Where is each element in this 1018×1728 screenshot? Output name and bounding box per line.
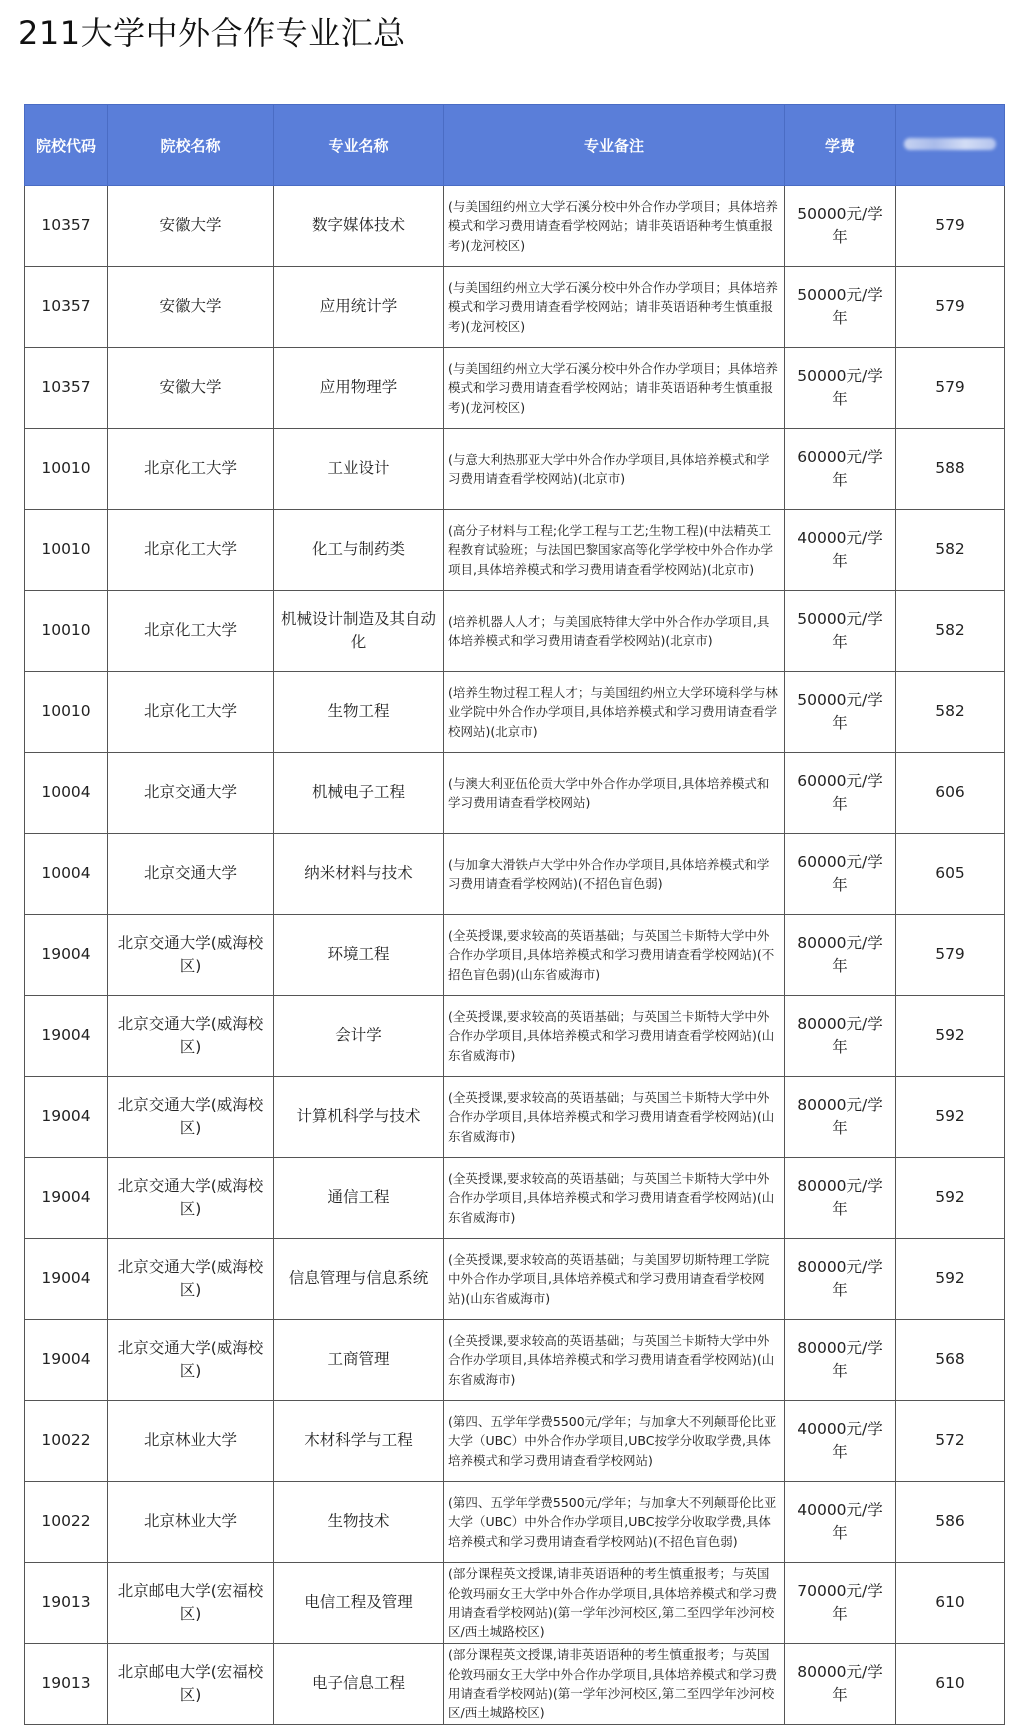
- major-name-cell: 生物工程: [274, 672, 444, 753]
- table-row: [25, 1563, 1005, 1644]
- table-row: [25, 510, 1005, 591]
- school-code-cell: 10022: [25, 1482, 108, 1563]
- major-name-cell: 木材科学与工程: [274, 1401, 444, 1482]
- table-row: [25, 996, 1005, 1077]
- table-row: [25, 915, 1005, 996]
- tuition-cell: 80000元/学年: [785, 1239, 896, 1320]
- page-title: 211大学中外合作专业汇总: [18, 14, 406, 52]
- tuition-cell: 60000元/学年: [785, 429, 896, 510]
- school-name-cell: 北京交通大学(威海校区): [108, 915, 274, 996]
- header-tuition: 学费: [785, 105, 896, 186]
- major-note-cell: (全英授课,要求较高的英语基础；与美国罗切斯特理工学院中外合作办学项目,具体培养模式和学习费用请查看学校网站)(山东省威海市): [444, 1239, 785, 1320]
- score-cell: 592: [896, 1077, 1005, 1158]
- table-row: [25, 1320, 1005, 1401]
- major-note-cell: (与美国纽约州立大学石溪分校中外合作办学项目；具体培养模式和学习费用请查看学校网站；请非英语语种考生慎重报考)(龙河校区): [444, 348, 785, 429]
- table-row: [25, 1158, 1005, 1239]
- school-name-cell: 北京林业大学: [108, 1482, 274, 1563]
- school-name-cell: 安徽大学: [108, 186, 274, 267]
- tuition-cell: 70000元/学年: [785, 1563, 896, 1644]
- major-name-cell: 环境工程: [274, 915, 444, 996]
- header-blurred: [896, 105, 1005, 186]
- table-row: [25, 186, 1005, 267]
- score-cell: 610: [896, 1644, 1005, 1725]
- tuition-cell: 80000元/学年: [785, 1158, 896, 1239]
- table-row: [25, 834, 1005, 915]
- score-cell: 582: [896, 672, 1005, 753]
- major-name-cell: 化工与制药类: [274, 510, 444, 591]
- major-name-cell: 应用物理学: [274, 348, 444, 429]
- table-header-row: [25, 105, 1005, 186]
- tuition-cell: 50000元/学年: [785, 672, 896, 753]
- score-cell: 605: [896, 834, 1005, 915]
- major-name-cell: 纳米材料与技术: [274, 834, 444, 915]
- tuition-cell: 40000元/学年: [785, 1401, 896, 1482]
- table-body: [25, 186, 1005, 1725]
- tuition-cell: 80000元/学年: [785, 1644, 896, 1725]
- major-note-cell: (部分课程英文授课,请非英语语种的考生慎重报考；与英国伦敦玛丽女王大学中外合作办学项目,具体培养模式和学习费用请查看学校网站)(第一学年沙河校区,第二至四学年沙河校区/西土城路校区): [444, 1563, 785, 1644]
- table-row: [25, 348, 1005, 429]
- school-code-cell: 19004: [25, 996, 108, 1077]
- major-name-cell: 电子信息工程: [274, 1644, 444, 1725]
- table-row: [25, 591, 1005, 672]
- school-name-cell: 北京交通大学(威海校区): [108, 1239, 274, 1320]
- table-row: [25, 1077, 1005, 1158]
- school-code-cell: 10010: [25, 672, 108, 753]
- header-major-note: 专业备注: [444, 105, 785, 186]
- school-code-cell: 10357: [25, 348, 108, 429]
- major-note-cell: (全英授课,要求较高的英语基础；与英国兰卡斯特大学中外合作办学项目,具体培养模式和学习费用请查看学校网站)(不招色盲色弱)(山东省威海市): [444, 915, 785, 996]
- header-school-name: 院校名称: [108, 105, 274, 186]
- tuition-cell: 50000元/学年: [785, 591, 896, 672]
- major-note-cell: (高分子材料与工程;化学工程与工艺;生物工程)(中法精英工程教育试验班；与法国巴黎国家高等化学学校中外合作办学项目,具体培养模式和学习费用请查看学校网站)(北京市): [444, 510, 785, 591]
- school-name-cell: 安徽大学: [108, 348, 274, 429]
- header-major-name: 专业名称: [274, 105, 444, 186]
- school-code-cell: 19004: [25, 1239, 108, 1320]
- school-name-cell: 北京交通大学(威海校区): [108, 1158, 274, 1239]
- tuition-cell: 80000元/学年: [785, 1077, 896, 1158]
- school-name-cell: 北京邮电大学(宏福校区): [108, 1644, 274, 1725]
- school-name-cell: 安徽大学: [108, 267, 274, 348]
- school-name-cell: 北京交通大学(威海校区): [108, 1320, 274, 1401]
- score-cell: 568: [896, 1320, 1005, 1401]
- school-code-cell: 19013: [25, 1563, 108, 1644]
- major-note-cell: (第四、五学年学费5500元/学年；与加拿大不列颠哥伦比亚大学（UBC）中外合作办学项目,UBC按学分收取学费,具体培养模式和学习费用请查看学校网站)(不招色盲色弱): [444, 1482, 785, 1563]
- school-name-cell: 北京交通大学(威海校区): [108, 996, 274, 1077]
- major-note-cell: (与澳大利亚伍伦贡大学中外合作办学项目,具体培养模式和学习费用请查看学校网站): [444, 753, 785, 834]
- school-name-cell: 北京化工大学: [108, 429, 274, 510]
- score-cell: 586: [896, 1482, 1005, 1563]
- school-code-cell: 10004: [25, 834, 108, 915]
- header-school-code: 院校代码: [25, 105, 108, 186]
- major-note-cell: (全英授课,要求较高的英语基础；与英国兰卡斯特大学中外合作办学项目,具体培养模式和学习费用请查看学校网站)(山东省威海市): [444, 1320, 785, 1401]
- tuition-cell: 50000元/学年: [785, 267, 896, 348]
- score-cell: 592: [896, 1158, 1005, 1239]
- school-code-cell: 10004: [25, 753, 108, 834]
- school-code-cell: 19004: [25, 1077, 108, 1158]
- school-name-cell: 北京交通大学(威海校区): [108, 1077, 274, 1158]
- major-name-cell: 数字媒体技术: [274, 186, 444, 267]
- school-code-cell: 19004: [25, 915, 108, 996]
- school-name-cell: 北京交通大学: [108, 834, 274, 915]
- table-row: [25, 1239, 1005, 1320]
- major-note-cell: (与美国纽约州立大学石溪分校中外合作办学项目；具体培养模式和学习费用请查看学校网站；请非英语语种考生慎重报考)(龙河校区): [444, 267, 785, 348]
- major-note-cell: (与美国纽约州立大学石溪分校中外合作办学项目；具体培养模式和学习费用请查看学校网站；请非英语语种考生慎重报考)(龙河校区): [444, 186, 785, 267]
- score-cell: 579: [896, 915, 1005, 996]
- blurred-text: [904, 138, 996, 150]
- score-cell: 572: [896, 1401, 1005, 1482]
- score-cell: 592: [896, 1239, 1005, 1320]
- school-code-cell: 19013: [25, 1644, 108, 1725]
- major-note-cell: (培养生物过程工程人才；与美国纽约州立大学环境科学与林业学院中外合作办学项目,具体培养模式和学习费用请查看学校网站)(北京市): [444, 672, 785, 753]
- major-name-cell: 会计学: [274, 996, 444, 1077]
- tuition-cell: 60000元/学年: [785, 834, 896, 915]
- table-row: [25, 1482, 1005, 1563]
- major-note-cell: (第四、五学年学费5500元/学年；与加拿大不列颠哥伦比亚大学（UBC）中外合作办学项目,UBC按学分收取学费,具体培养模式和学习费用请查看学校网站): [444, 1401, 785, 1482]
- school-code-cell: 10022: [25, 1401, 108, 1482]
- major-name-cell: 应用统计学: [274, 267, 444, 348]
- school-name-cell: 北京化工大学: [108, 672, 274, 753]
- tuition-cell: 60000元/学年: [785, 753, 896, 834]
- score-cell: 579: [896, 348, 1005, 429]
- table-row: [25, 429, 1005, 510]
- score-cell: 606: [896, 753, 1005, 834]
- major-name-cell: 工商管理: [274, 1320, 444, 1401]
- school-code-cell: 10357: [25, 186, 108, 267]
- tuition-cell: 50000元/学年: [785, 348, 896, 429]
- tuition-cell: 80000元/学年: [785, 915, 896, 996]
- school-code-cell: 10010: [25, 429, 108, 510]
- major-note-cell: (部分课程英文授课,请非英语语种的考生慎重报考；与英国伦敦玛丽女王大学中外合作办学项目,具体培养模式和学习费用请查看学校网站)(第一学年沙河校区,第二至四学年沙河校区/西土城路校区): [444, 1644, 785, 1725]
- tuition-cell: 80000元/学年: [785, 1320, 896, 1401]
- score-cell: 579: [896, 186, 1005, 267]
- major-note-cell: (培养机器人人才；与美国底特律大学中外合作办学项目,具体培养模式和学习费用请查看学校网站)(北京市): [444, 591, 785, 672]
- table-row: [25, 753, 1005, 834]
- school-code-cell: 19004: [25, 1320, 108, 1401]
- major-name-cell: 信息管理与信息系统: [274, 1239, 444, 1320]
- score-cell: 610: [896, 1563, 1005, 1644]
- major-name-cell: 工业设计: [274, 429, 444, 510]
- tuition-cell: 40000元/学年: [785, 510, 896, 591]
- school-code-cell: 10010: [25, 591, 108, 672]
- tuition-cell: 40000元/学年: [785, 1482, 896, 1563]
- school-code-cell: 19004: [25, 1158, 108, 1239]
- school-name-cell: 北京邮电大学(宏福校区): [108, 1563, 274, 1644]
- school-name-cell: 北京交通大学: [108, 753, 274, 834]
- school-code-cell: 10010: [25, 510, 108, 591]
- tuition-cell: 50000元/学年: [785, 186, 896, 267]
- major-note-cell: (与意大利热那亚大学中外合作办学项目,具体培养模式和学习费用请查看学校网站)(北京市): [444, 429, 785, 510]
- major-name-cell: 计算机科学与技术: [274, 1077, 444, 1158]
- major-name-cell: 机械电子工程: [274, 753, 444, 834]
- school-name-cell: 北京化工大学: [108, 510, 274, 591]
- major-note-cell: (全英授课,要求较高的英语基础；与英国兰卡斯特大学中外合作办学项目,具体培养模式和学习费用请查看学校网站)(山东省威海市): [444, 1077, 785, 1158]
- major-note-cell: (全英授课,要求较高的英语基础；与英国兰卡斯特大学中外合作办学项目,具体培养模式和学习费用请查看学校网站)(山东省威海市): [444, 1158, 785, 1239]
- table-row: [25, 1644, 1005, 1725]
- school-code-cell: 10357: [25, 267, 108, 348]
- school-name-cell: 北京林业大学: [108, 1401, 274, 1482]
- score-cell: 582: [896, 510, 1005, 591]
- score-cell: 592: [896, 996, 1005, 1077]
- table-row: [25, 267, 1005, 348]
- majors-table: [24, 104, 1005, 1725]
- score-cell: 582: [896, 591, 1005, 672]
- major-note-cell: (全英授课,要求较高的英语基础；与英国兰卡斯特大学中外合作办学项目,具体培养模式和学习费用请查看学校网站)(山东省威海市): [444, 996, 785, 1077]
- major-name-cell: 通信工程: [274, 1158, 444, 1239]
- score-cell: 588: [896, 429, 1005, 510]
- score-cell: 579: [896, 267, 1005, 348]
- school-name-cell: 北京化工大学: [108, 591, 274, 672]
- table-row: [25, 672, 1005, 753]
- tuition-cell: 80000元/学年: [785, 996, 896, 1077]
- major-note-cell: (与加拿大滑铁卢大学中外合作办学项目,具体培养模式和学习费用请查看学校网站)(不招色盲色弱): [444, 834, 785, 915]
- table-row: [25, 1401, 1005, 1482]
- major-name-cell: 机械设计制造及其自动化: [274, 591, 444, 672]
- major-name-cell: 生物技术: [274, 1482, 444, 1563]
- major-name-cell: 电信工程及管理: [274, 1563, 444, 1644]
